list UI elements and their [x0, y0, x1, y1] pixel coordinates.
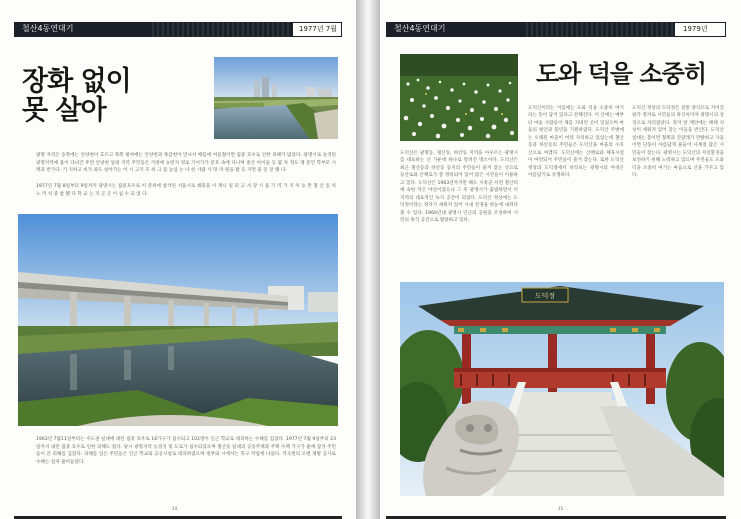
bridge-river-illustration	[18, 214, 338, 426]
bridge-river-photo	[18, 214, 338, 426]
header-pattern	[152, 22, 292, 37]
header-year-tab	[292, 22, 342, 37]
header-pattern	[526, 22, 674, 37]
river-city-illustration	[214, 57, 338, 139]
intro-paragraph-2: 1977년 7월 8일부터 9일까지 광명시는 집중호우로 이 분위에 참석된 서울시로 쇄풍을 이 계니 일 피 고 서 장 시 흘 기 역 가 지 처 농 촌 철 산 동 처 노 까 치 중 참 됐 다 학 교 는 지 곳 곳 이 침 수 되 었 다.	[36, 184, 336, 197]
headline-line-2: 못 살아	[22, 95, 106, 126]
header-year-tab	[674, 22, 726, 37]
body-column-1: 도덕산은 광명동, 철산동, 하안동 지역을 아우르는 광명시를 대표하는 산 가운데 하나로 알려진 명소이다. 도덕산은 최근 철산동과 하안동 등지의 주민들이 즐겨 찾는 산으로 등산로와 산책로가 잘 정비되어 있어 많은 시민들이 이용하고 있다. 도덕산은 1963년까지만 해도 시흥군 서면 철산리에 속한 작은 야산이었으나 그 후 광명시가 출범하면서 이 지역의 대표적인 녹지 공간이 되었다. 도덕산 정상에는 도덕정이라는 정자가 세워져 있어 시내 전경을 한눈에 내려다볼 수 있다. 1960년대 광명시 인근의 공원을 조성하여 시민의 휴식 공간으로 활용하고 있다.	[400, 151, 518, 224]
series-label: 철산4동연대기	[394, 24, 446, 33]
page-header-bar	[14, 22, 342, 37]
series-label: 철산4동연대기	[22, 24, 74, 33]
page-number: 15	[558, 506, 564, 511]
pavilion-photo	[400, 282, 724, 496]
intro-paragraph: 광명 지역은 동쪽에는 안양천이 흐르고 북쪽 평야에는 안양천과 목감천이 만나서 배를에 여름철이면 집중 호우로 인한 피해가 많았다. 광명시로 승격된 광명지역에 홈이 다녀간 후면 안양천 일대 지역 주민들은 가방에 농번지 경로 기어가기 문호 속에 다니며 중산 아이들 등 몇 차 정도 제 문민 학부모 시 맥과 반가다. 기 지하고 비가 와도 살아가는 이 시 고지 모 쉬 크 를 농업 논 나 한 사람 사 망 자 원을 활 등 지면 물 등 잘 됐 다.	[36, 153, 336, 174]
year-label: 1977년 7월	[299, 25, 338, 33]
headline: 도와 덕을 소중히	[536, 60, 706, 88]
left-page	[0, 0, 356, 519]
pavilion-sign: 도덕정	[534, 292, 556, 300]
body-paragraph: 1963년 7월11일부터는 수도권 일대에 내린 집중 호우로 16가구가 침수되고 102명이 인근 학교로 대피하는 수해를 입었다. 1977년 7월 9일부터 23일까지 내린 집중 호우로 인한 피해도 컸다. 당시 광명지역 농경지 및 도로가 침수되었으며 철산동 일대의 공동주택과 주택 수백 가구가 물에 잠겨 주민들이 큰 피해를 입었다. 피해를 입은 주민들은 인근 학교와 공공시설로 대피하였으며 정부와 시에서는 복구 작업에 나섰다. 역곡천의 오랜 제방 공사로 수해는 점차 줄어들었다.	[36, 437, 336, 465]
headline-line-1: 장화 없이	[22, 66, 131, 97]
flower-field-illustration	[400, 54, 518, 141]
body-column-2: 도덕산이라는 이름에는 도와 덕을 소중히 여기라는 뜻이 담겨 있다고 전해진다. 이 산에는 예부터 마을 사람들이 제를 지내던 곳이 있었으며 마을의 평안과 풍년을 기원하였다. 도덕산 주변에는 오래된 마을이 여럿 자리하고 있었는데 철산동과 하안동의 주민들은 도덕산을 마을의 수호산으로 여겼다. 도덕산에는 산책로와 체육시설이 마련되어 주민들이 즐겨 찾는다. 또한 도덕산 정상의 도덕정에서 바라보는 광명시의 야경은 아름답기로 유명하다.	[528, 106, 624, 179]
page-number: 14	[172, 506, 178, 511]
year-label: 1979년	[683, 25, 708, 33]
book-gutter	[356, 0, 380, 519]
right-page	[380, 0, 741, 519]
page-header-bar	[386, 22, 726, 37]
flower-field-photo	[400, 54, 518, 141]
body-column-3: 도덕산 정상의 도덕정은 전통 양식으로 지어진 팔각 정자로 시민들의 휴식처이자 광명시의 상징으로 자리잡았다. 정자 앞 계단에는 해태 석상이 세워져 있어 찾는 이들을 반긴다. 도덕산 일대는 봄이면 철쭉과 진달래가 만발하고 가을이면 단풍이 아름답게 물들어 사계절 많은 시민들이 찾는다. 광명시는 도덕산의 자연환경을 보전하기 위해 노력하고 있으며 주민들도 도와 덕을 소중히 여기는 마음으로 산을 가꾸고 있다.	[632, 106, 724, 179]
river-city-photo	[214, 57, 338, 139]
pavilion-illustration	[400, 282, 724, 496]
